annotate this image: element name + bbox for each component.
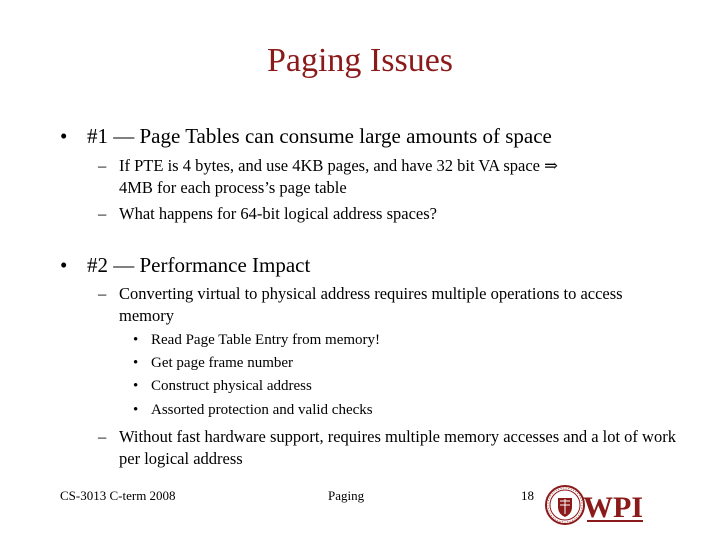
bullet-2-sub-2 <box>98 426 678 470</box>
slide-title: Paging Issues <box>266 42 454 79</box>
bullet-1-sub-2 <box>98 203 678 225</box>
implies-arrow-icon: ⇒ <box>544 156 558 175</box>
dash-marker: – <box>98 427 107 446</box>
wpi-logo <box>545 483 645 527</box>
bullet-1-sub-1-text-line2: 4MB for each process’s page table <box>119 178 347 197</box>
nested-item-2-text: Get page frame number <box>151 355 294 371</box>
sub-bullet-marker: • <box>133 402 139 418</box>
dash-marker: – <box>98 156 107 175</box>
bullet-2-text: #2 — Performance Impact <box>87 253 311 277</box>
sub-bullet-marker: • <box>133 378 139 394</box>
bullet-2-sub-1-text: Converting virtual to physical address requires multiple operations to access memory <box>119 284 623 325</box>
wpi-seal-icon <box>545 483 645 527</box>
sub-bullet-marker: • <box>133 355 139 371</box>
bullet-1-text: #1 — Page Tables can consume large amounts of space <box>87 124 552 148</box>
page-number: 18 <box>521 488 534 503</box>
bullet-marker: • <box>60 124 68 148</box>
nested-item-1-text: Read Page Table Entry from memory! <box>151 332 381 348</box>
bullet-1-sub-1-text: If PTE is 4 bytes, and use 4KB pages, and have 32 bit VA space <box>119 156 545 175</box>
bullet-2-sub-1 <box>98 283 678 327</box>
bullet-1-sub-1 <box>98 155 678 199</box>
nested-item-3-text: Construct physical address <box>151 378 312 394</box>
nested-item-4-text: Assorted protection and valid checks <box>151 402 373 418</box>
sub-bullet-marker: • <box>133 332 139 348</box>
dash-marker: – <box>98 284 107 303</box>
bullet-marker: • <box>60 253 68 277</box>
bullet-1-sub-2-text: What happens for 64-bit logical address spaces? <box>119 204 437 223</box>
dash-marker: – <box>98 204 107 223</box>
bullet-2-sub-2-text: Without fast hardware support, requires multiple memory accesses and a lot of work per logical address <box>119 427 676 468</box>
footer-course: CS-3013 C-term 2008 <box>60 488 176 503</box>
wpi-logo-text: WPI <box>583 491 643 524</box>
footer-topic: Paging <box>328 488 365 503</box>
